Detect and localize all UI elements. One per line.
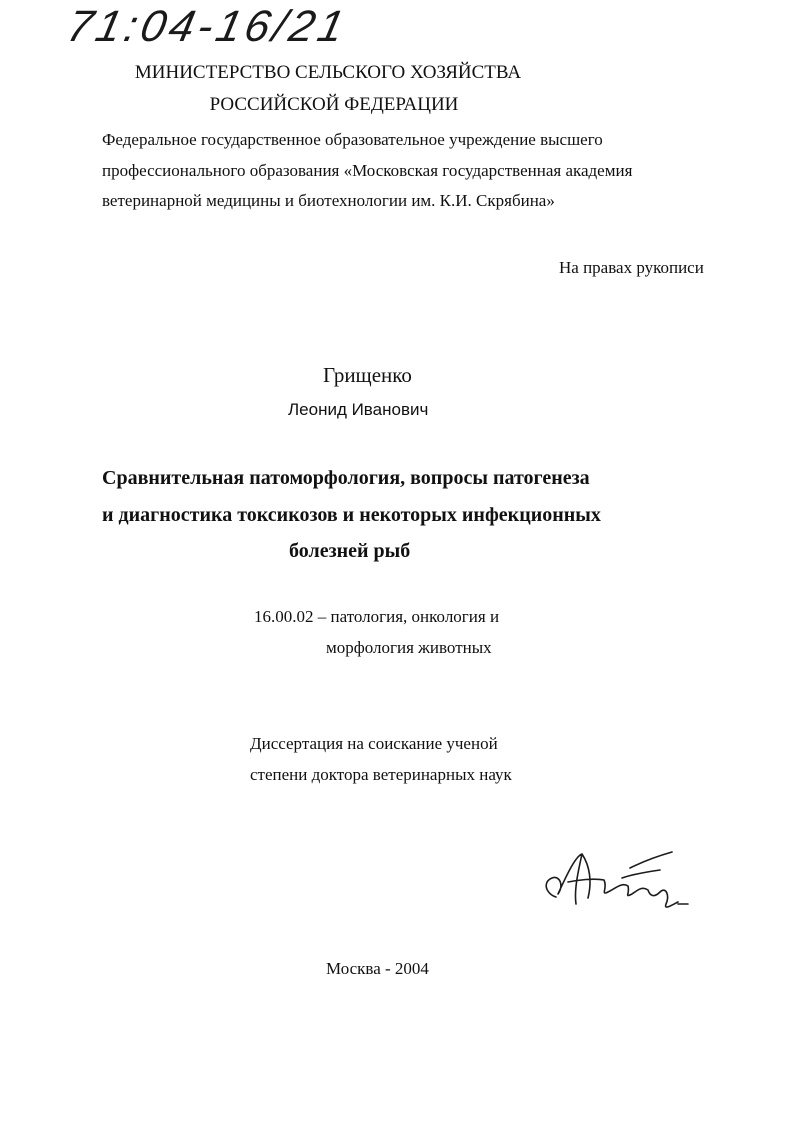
institution-line-2: профессионального образования «Московская государственная академия (102, 161, 633, 180)
degree-line-1: Диссертация на соискание ученой (250, 734, 498, 753)
dissertation-title-line-2: и диагностика токсикозов и некоторых инфекционных (102, 504, 601, 526)
signature (538, 842, 698, 922)
dissertation-title-line-3: болезней рыб (289, 540, 411, 562)
place-and-year: Москва - 2004 (326, 959, 429, 978)
degree-line-2: степени доктора ветеринарных наук (250, 765, 512, 784)
specialty-line-1: 16.00.02 – патология, онкология и (254, 607, 500, 626)
ministry-line-2: РОССИЙСКОЙ ФЕДЕРАЦИИ (209, 94, 459, 115)
dissertation-title-line-1: Сравнительная патоморфология, вопросы патогенеза (102, 467, 590, 489)
specialty-line-2: морфология животных (326, 638, 492, 657)
institution-line-3: ветеринарной медицины и биотехнологии им. К.И. Скрябина» (102, 191, 555, 210)
author-given-names: Леонид Иванович (288, 400, 429, 419)
archive-code-handwritten: 71:04-16/21 (62, 2, 353, 51)
ministry-line-1: МИНИСТЕРСТВО СЕЛЬСКОГО ХОЗЯЙСТВА (134, 62, 522, 83)
manuscript-note: На правах рукописи (559, 258, 704, 277)
author-surname: Грищенко (323, 363, 412, 387)
institution-line-1: Федеральное государственное образовательное учреждение высшего (102, 130, 603, 149)
